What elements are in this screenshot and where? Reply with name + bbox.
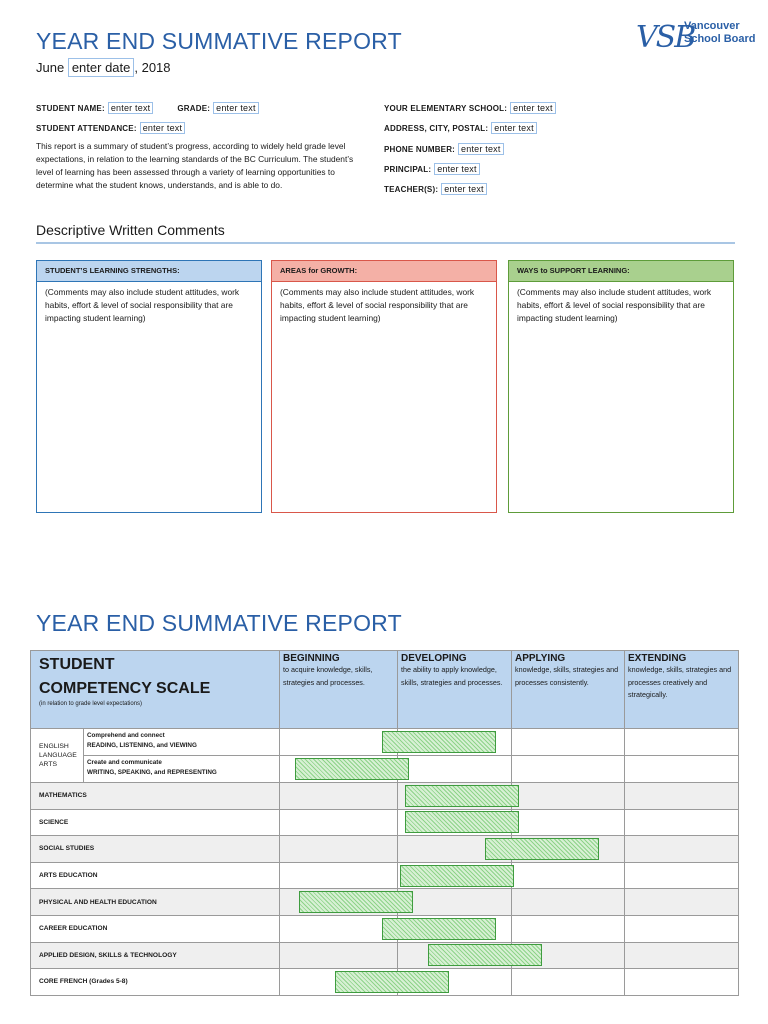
competency-marker[interactable]	[382, 731, 496, 753]
scale-cell[interactable]	[280, 942, 398, 969]
level-title: BEGINNING	[283, 653, 340, 664]
ela-reading-line-2: READING, LISTENING, and VIEWING	[87, 742, 197, 749]
logo-line-1: Vancouver	[684, 20, 740, 32]
scale-cell[interactable]	[625, 942, 739, 969]
scale-cell[interactable]	[625, 756, 739, 783]
subject-row	[31, 836, 739, 863]
competency-marker[interactable]	[335, 971, 449, 993]
teacher-label: TEACHER(S):	[384, 184, 439, 194]
subject-row	[31, 809, 739, 836]
school-field[interactable]: enter text	[510, 102, 556, 114]
scale-heading-cell	[31, 651, 280, 729]
competency-marker[interactable]	[295, 758, 409, 780]
scale-cell[interactable]	[280, 862, 398, 889]
scale-cell[interactable]	[280, 783, 398, 810]
subject-label: SCIENCE	[31, 809, 280, 836]
attendance-row	[36, 122, 185, 134]
report-date-line	[36, 60, 171, 75]
scale-cell[interactable]	[280, 809, 398, 836]
competency-marker[interactable]	[299, 891, 413, 913]
teacher-field[interactable]: enter text	[441, 183, 487, 195]
scale-cell[interactable]	[625, 915, 739, 942]
subject-label: SOCIAL STUDIES	[31, 836, 280, 863]
competency-marker[interactable]	[405, 785, 519, 807]
support-box-title: WAYS to SUPPORT LEARNING:	[509, 261, 733, 282]
scale-cell[interactable]	[512, 729, 625, 756]
principal-label: PRINCIPAL:	[384, 164, 432, 174]
scale-heading	[31, 651, 279, 701]
subject-label: ARTS EDUCATION	[31, 862, 280, 889]
grade-field[interactable]: enter text	[213, 102, 259, 114]
grade-label: GRADE:	[177, 103, 211, 113]
level-applying	[512, 651, 625, 729]
attendance-field[interactable]: enter text	[140, 122, 186, 134]
vsb-logo-text	[684, 20, 756, 46]
phone-row	[384, 143, 504, 155]
strengths-box-title: STUDENT’S LEARNING STRENGTHS:	[37, 261, 261, 282]
phone-field[interactable]: enter text	[458, 143, 504, 155]
student-name-field[interactable]: enter text	[108, 102, 154, 114]
level-title: EXTENDING	[628, 653, 687, 664]
subject-label: CAREER EDUCATION	[31, 915, 280, 942]
competency-marker[interactable]	[400, 865, 514, 887]
scale-cell[interactable]	[625, 862, 739, 889]
strengths-box[interactable]	[36, 260, 262, 513]
level-beginning	[280, 651, 398, 729]
level-title: APPLYING	[515, 653, 566, 664]
subject-row	[31, 783, 739, 810]
scale-cell[interactable]	[625, 729, 739, 756]
growth-box-text[interactable]: (Comments may also include student attitudes, work habits, effort & level of social responsibility that are impacting student learning)	[280, 287, 475, 323]
scale-cell[interactable]	[512, 862, 625, 889]
scale-cell[interactable]	[512, 915, 625, 942]
ela-reading-label	[84, 729, 280, 756]
attendance-label: STUDENT ATTENDANCE:	[36, 123, 137, 133]
vsb-logo-mark: VSB	[636, 20, 695, 55]
scale-cell[interactable]	[280, 729, 398, 756]
ela-reading-line-1: Comprehend and connect	[87, 732, 165, 739]
teacher-row	[384, 183, 487, 195]
logo-line-2: School Board	[684, 33, 756, 45]
principal-row	[384, 163, 480, 175]
support-box[interactable]	[508, 260, 734, 513]
scale-cell[interactable]	[280, 836, 398, 863]
ela-label: ENGLISH LANGUAGE ARTS	[31, 729, 84, 783]
level-title: DEVELOPING	[401, 653, 467, 664]
scale-cell[interactable]	[625, 969, 739, 996]
subject-row	[31, 862, 739, 889]
student-name-label: STUDENT NAME:	[36, 103, 105, 113]
section-divider	[36, 242, 735, 244]
report-title: YEAR END SUMMATIVE REPORT	[36, 28, 402, 54]
scale-cell[interactable]	[398, 889, 512, 916]
scale-cell[interactable]	[625, 809, 739, 836]
scale-heading-note: (in relation to grade level expectations)	[39, 701, 143, 707]
school-row	[384, 102, 556, 114]
vsb-logo	[636, 18, 756, 58]
scale-cell[interactable]	[625, 889, 739, 916]
scale-heading-line-1: STUDENT	[39, 656, 115, 673]
scale-cell[interactable]	[398, 756, 512, 783]
subject-label: CORE FRENCH (Grades 5-8)	[31, 969, 280, 996]
subject-label: PHYSICAL AND HEALTH EDUCATION	[31, 889, 280, 916]
scale-header-row	[31, 651, 739, 729]
intro-paragraph: This report is a summary of student’s progress, according to widely held grade level expectations, in relation to the learning standards of the BC Curriculum. The student’s level of learning has been assessed through a variety of learning opportunities to determine what the student knows, understands, and is able to do.	[36, 141, 354, 190]
address-label: ADDRESS, CITY, POSTAL:	[384, 123, 489, 133]
student-name-row	[36, 102, 259, 114]
subject-row	[31, 942, 739, 969]
comments-heading: Descriptive Written Comments	[36, 222, 225, 238]
competency-marker[interactable]	[428, 944, 542, 966]
principal-field[interactable]: enter text	[434, 163, 480, 175]
scale-cell[interactable]	[512, 756, 625, 783]
level-desc: the ability to apply knowledge, skills, strategies and processes.	[401, 665, 503, 687]
competency-marker[interactable]	[405, 811, 519, 833]
scale-heading-line-2: COMPETENCY SCALE	[39, 680, 211, 697]
scale-cell[interactable]	[512, 809, 625, 836]
growth-box-title: AREAS for GROWTH:	[272, 261, 496, 282]
subject-label: APPLIED DESIGN, SKILLS & TECHNOLOGY	[31, 942, 280, 969]
scale-cell[interactable]	[625, 836, 739, 863]
date-field[interactable]: enter date	[68, 58, 135, 77]
subject-label: MATHEMATICS	[31, 783, 280, 810]
competency-marker[interactable]	[382, 918, 496, 940]
level-extending	[625, 651, 739, 729]
ela-writing-line-1: Create and communicate	[87, 759, 162, 766]
strengths-box-text[interactable]: (Comments may also include student attitudes, work habits, effort & level of social responsibility that are impacting student learning)	[45, 287, 240, 323]
date-suffix: , 2018	[134, 60, 171, 75]
level-desc: knowledge, skills, strategies and processes consistently.	[515, 665, 619, 687]
support-box-text[interactable]: (Comments may also include student attitudes, work habits, effort & level of social responsibility that are impacting student learning)	[517, 287, 712, 323]
growth-box[interactable]	[271, 260, 497, 513]
phone-label: PHONE NUMBER:	[384, 144, 456, 154]
address-row	[384, 122, 537, 134]
level-desc: knowledge, skills, strategies and processes creatively and strategically.	[628, 665, 732, 699]
date-prefix: June	[36, 60, 65, 75]
competency-marker[interactable]	[485, 838, 599, 860]
school-label: YOUR ELEMENTARY SCHOOL:	[384, 103, 508, 113]
competency-scale-table	[30, 650, 739, 996]
level-developing	[398, 651, 512, 729]
scale-cell[interactable]	[512, 889, 625, 916]
level-desc: to acquire knowledge, skills, strategies and processes.	[283, 665, 373, 687]
scale-cell[interactable]	[280, 915, 398, 942]
ela-writing-line-2: WRITING, SPEAKING, and REPRESENTING	[87, 769, 217, 776]
scale-cell[interactable]	[625, 783, 739, 810]
scale-page-title: YEAR END SUMMATIVE REPORT	[36, 610, 402, 636]
scale-cell[interactable]	[512, 969, 625, 996]
scale-cell[interactable]	[512, 783, 625, 810]
ela-writing-label	[84, 756, 280, 783]
address-field[interactable]: enter text	[491, 122, 537, 134]
